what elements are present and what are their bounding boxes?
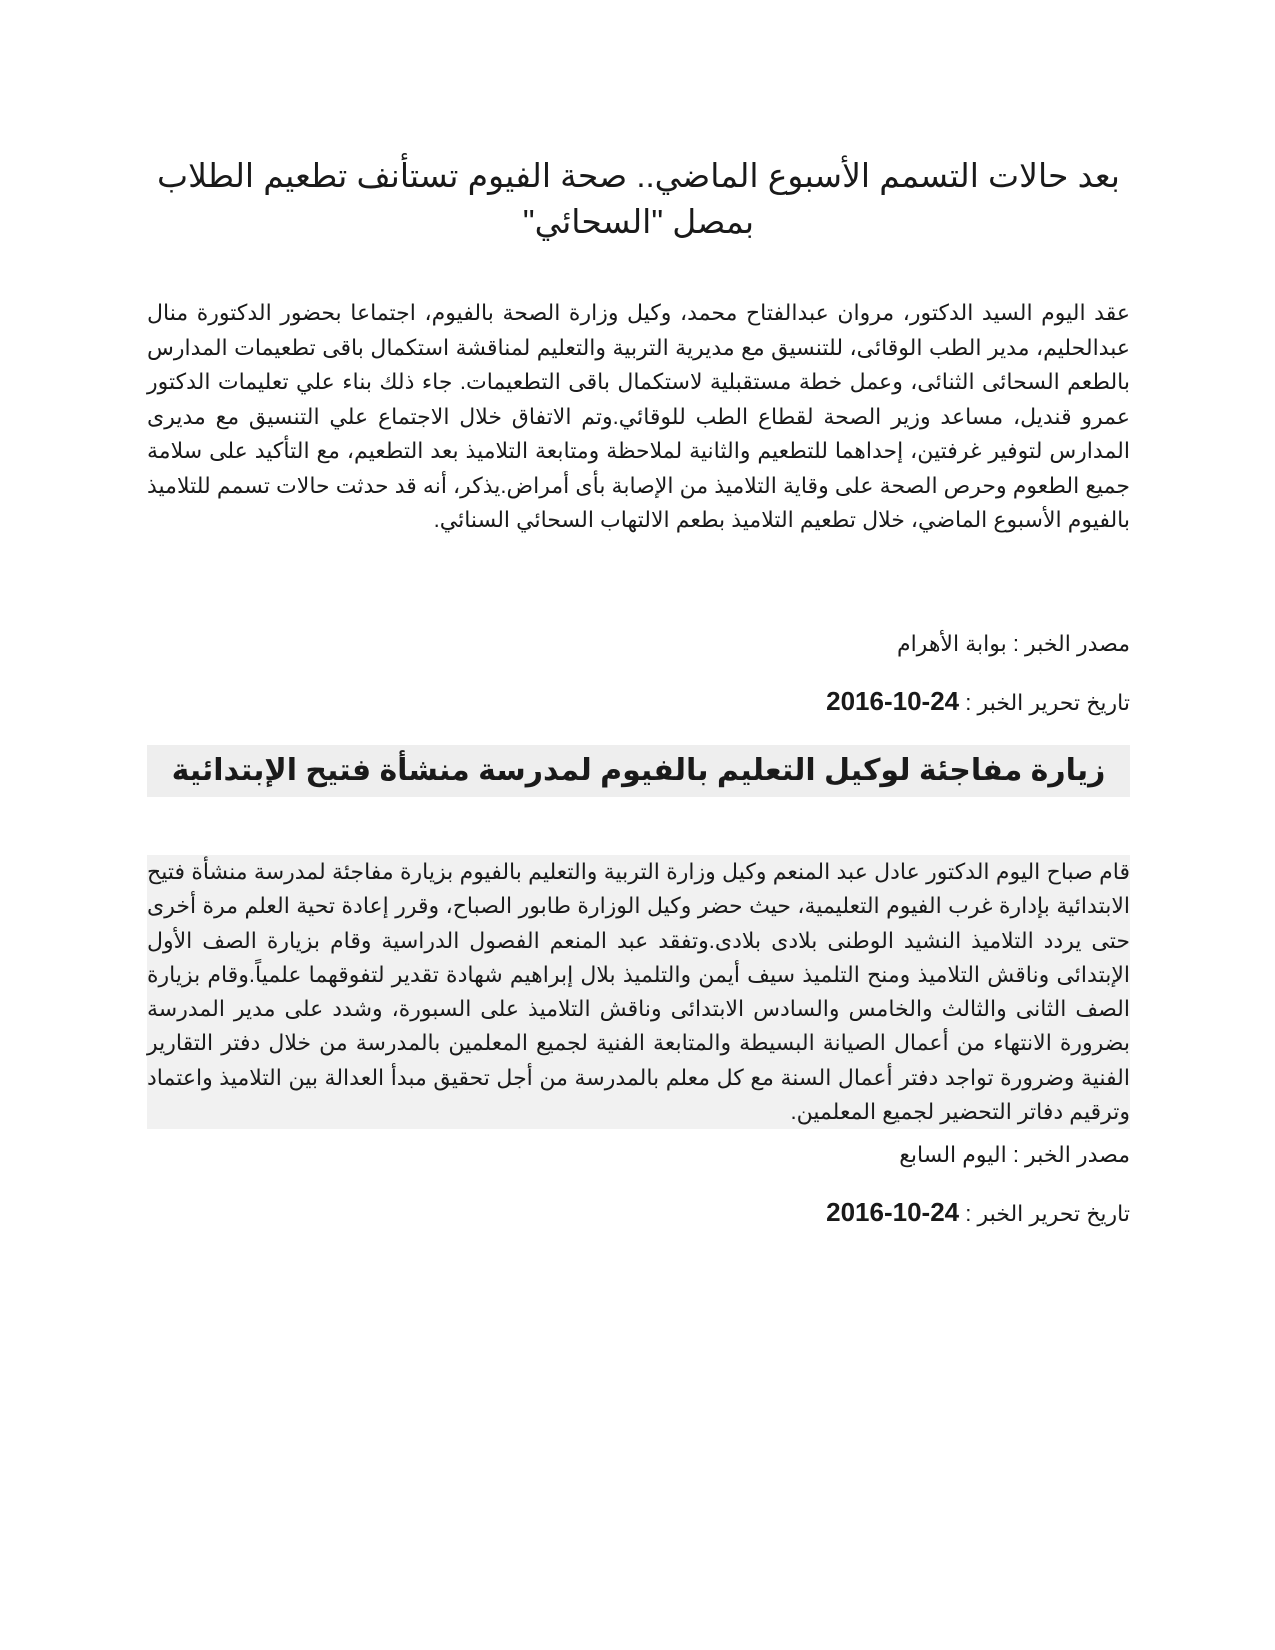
article-1-body: عقد اليوم السيد الدكتور، مروان عبدالفتاح محمد، وكيل وزارة الصحة بالفيوم، اجتماعا بحضور الدكتورة منال عبدالحليم، مدير الطب الوقائى، للتنسيق مع مديرية التربية والتعليم لمناقشة استكمال باقى تطعيمات المدارس بالطعم السحائى الثنائى، وعمل خطة مستقبلية لاستكمال باقى التطعيمات. جاء ذلك بناء علي تعليمات الدكتور عمرو قنديل، مساعد وزير الصحة لقطاع الطب للوقائي.وتم الاتفاق خلال الاجتماع علي التنسيق مع مديرى المدارس لتوفير غرفتين، إحداهما للتطعيم والثانية لملاحظة ومتابعة التلاميذ بعد التطعيم، مع التأكيد على سلامة جميع الطعوم وحرص الصحة على وقاية التلاميذ من الإصابة بأى أمراض.يذكر، أنه قد حدثت حالات تسمم للتلاميذ بالفيوم الأسبوع الماضي، خلال تطعيم التلاميذ بطعم الالتهاب السحائي السنائي.: [147, 300, 1130, 532]
article-2-date-label: تاريخ تحرير الخبر :: [959, 1201, 1130, 1226]
article-1-title: بعد حالات التسمم الأسبوع الماضي.. صحة الفيوم تستأنف تطعيم الطلاب بمصل "السحائي": [157, 157, 1120, 240]
article-2-date: 2016-10-24: [826, 1197, 960, 1227]
article-2-body: قام صباح اليوم الدكتور عادل عبد المنعم وكيل وزارة التربية والتعليم بالفيوم بزيارة مفاجئة لمدرسة منشأة فتيح الابتدائية بإدارة غرب الفيوم التعليمية، حيث حضر وكيل الوزارة طابور الصباح، وقرر إعادة تحية العلم مرة أخرى حتى يردد التلاميذ النشيد الوطنى بلادى بلادى.وتفقد عبد المنعم الفصول الدراسية وقام بزيارة الصف الأول الإبتدائى وناقش التلاميذ ومنح التلميذ سيف أيمن والتلميذ بلال إبراهيم شهادة تقدير لتفوقهما علمياً.وقام بزيارة الصف الثانى والثالث والخامس والسادس الابتدائى وناقش التلاميذ على السبورة، وشدد على مدير المدرسة بضرورة الانتهاء من أعمال الصيانة البسيطة والمتابعة الفنية لجميع المعلمين بالمدرسة من خلال دفتر التقارير الفنية وضرورة تواجد دفتر أعمال السنة مع كل معلم بالمدرسة من أجل تحقيق مبدأ العدالة بين التلاميذ واعتماد وترقيم دفاتر التحضير لجميع المعلمين.: [147, 855, 1130, 1129]
article-2-source-label: مصدر الخبر :: [1006, 1142, 1130, 1167]
article-2-title: زيارة مفاجئة لوكيل التعليم بالفيوم لمدرسة منشأة فتيح الإبتدائية: [147, 745, 1130, 797]
article-2-date-line: [147, 1197, 1130, 1229]
article-1-source: بوابة الأهرام: [896, 631, 1007, 656]
article-1-source-label: مصدر الخبر :: [1006, 631, 1130, 656]
article-1-date-line: [147, 686, 1130, 718]
article-2-source: اليوم السابع: [899, 1142, 1007, 1167]
article-1-date-label: تاريخ تحرير الخبر :: [959, 690, 1130, 715]
article-1-source-line: [147, 629, 1130, 659]
article-2-source-line: [147, 1140, 1130, 1170]
article-1-date: 2016-10-24: [826, 686, 960, 716]
